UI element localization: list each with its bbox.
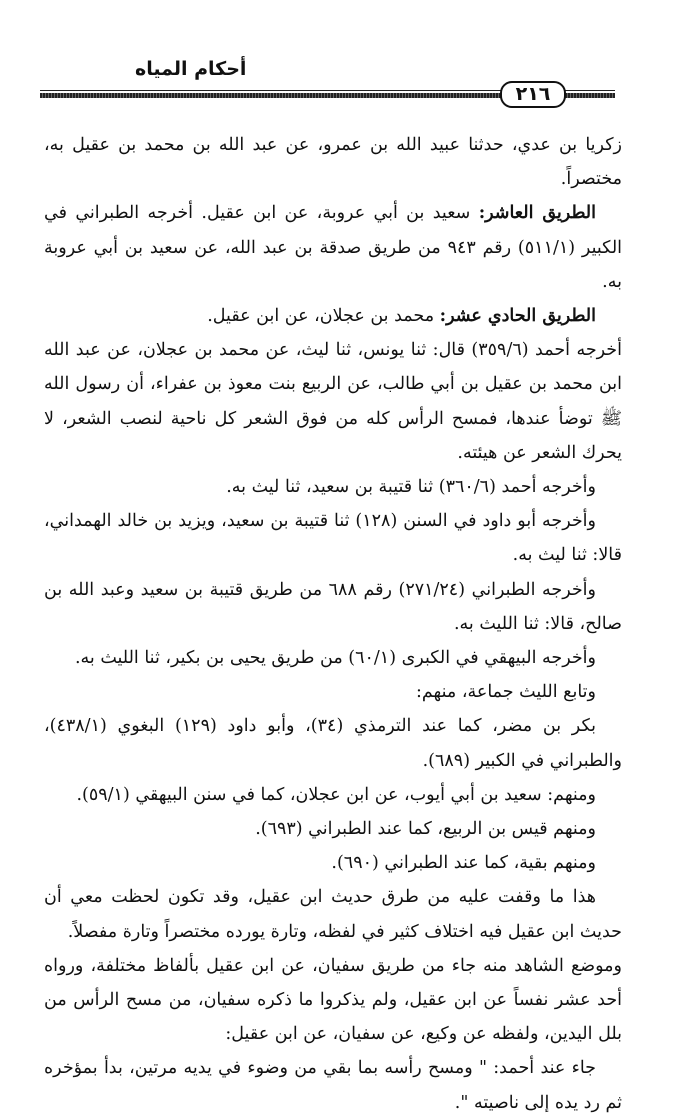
route-label-10: الطريق العاشر:	[478, 203, 596, 224]
route-label-11: الطريق الحادي عشر:	[439, 306, 596, 327]
page-number: ٢١٦	[500, 81, 566, 108]
page-body	[44, 128, 622, 1120]
paragraph-2-text: سعيد بن أبي عروبة، عن ابن عقيل. أخرجه الطبراني في الكبير (٥١١/١) رقم ٩٤٣ من طريق صدقة بن عبد الله، عن سعيد بن أبي عروبة به.	[44, 203, 623, 292]
paragraph-3-text: محمد بن عجلان، عن ابن عقيل.	[207, 306, 440, 327]
page-header	[0, 0, 698, 110]
paragraph-7: وأخرجه الطبراني (٢٧١/٢٤) رقم ٦٨٨ من طريق قتيبة بن سعيد وعبد الله بن صالح، قالا: ثنا الليث به.	[44, 579, 622, 634]
book-title: أحكام المياه	[135, 58, 247, 80]
paragraph-11: ومنهم: سعيد بن أبي أيوب، عن ابن عجلان، كما في سنن البيهقي (٥٩/١).	[76, 784, 596, 805]
paragraph-13: ومنهم بقية، كما عند الطبراني (٦٩٠).	[331, 853, 596, 874]
paragraph-2	[44, 196, 622, 299]
paragraph-6: وأخرجه أبو داود في السنن (١٢٨) ثنا قتيبة بن سعيد، ويزيد بن خالد الهمداني، قالا: ثنا ليث به.	[44, 511, 622, 566]
paragraph-12: ومنهم قيس بن الربيع، كما عند الطبراني (٦٩٣).	[255, 819, 596, 840]
paragraph-15: وموضع الشاهد منه جاء من طريق سفيان، عن ابن عقيل بألفاظ مختلفة، ورواه أحد عشر نفساً عن ابن عقيل، ولم يذكروا ما ذكره سفيان، من مسح الرأس من بلل اليدين، ولفظه عن وكيع، عن سفيان، عن ابن عقيل:	[44, 955, 622, 1045]
paragraph-4: أخرجه أحمد (٣٥٩/٦) قال: ثنا يونس، ثنا ليث، عن محمد بن عجلان، عن عبد الله ابن محمد بن عقيل بن أبي طالب، عن الربيع بنت معوذ بن عفراء، أن رسول الله ﷺ توضأ عندها، فمسح الرأس كله من فوق الشعر كل ناحية لنصب الشعر، لا يحرك الشعر عن هيئته.	[44, 340, 622, 463]
paragraph-3	[44, 299, 622, 333]
paragraph-8: وأخرجه البيهقي في الكبرى (٦٠/١) من طريق يحيى بن بكير، ثنا الليث به.	[74, 648, 596, 669]
paragraph-14: هذا ما وقفت عليه من طرق حديث ابن عقيل، وقد تكون لحظت معي أن حديث ابن عقيل فيه اختلاف كثير في لفظه، وتارة يورده مختصراً وتارة مفصلاً.	[44, 887, 622, 942]
paragraph-9: وتابع الليث جماعة، منهم:	[416, 682, 596, 703]
paragraph-5: وأخرجه أحمد (٣٦٠/٦) ثنا قتيبة بن سعيد، ثنا ليث به.	[226, 477, 596, 498]
paragraph-10: بكر بن مضر، كما عند الترمذي (٣٤)، وأبو داود (١٢٩) البغوي (٤٣٨/١)، والطبراني في الكبير (٦٨٩).	[44, 716, 622, 771]
paragraph-16: جاء عند أحمد: " ومسح رأسه بما بقي من وضوء في يديه مرتين، بدأ بمؤخره ثم رد يده إلى ناصيته ".	[44, 1058, 622, 1113]
paragraph-1: زكريا بن عدي، حدثنا عبيد الله بن عمرو، عن عبد الله بن محمد بن عقيل به، مختصراً.	[44, 135, 622, 190]
